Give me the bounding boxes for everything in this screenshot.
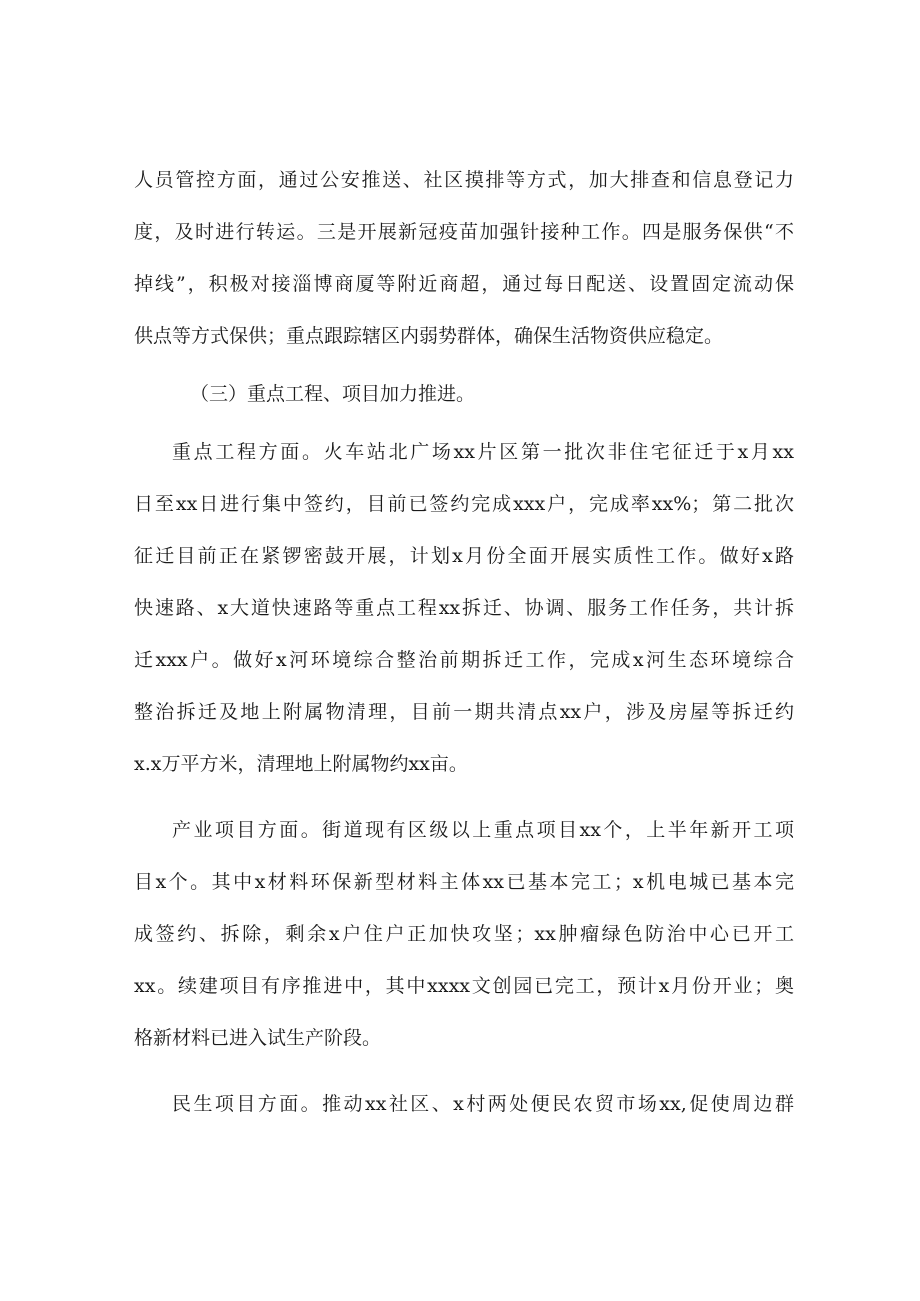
text-line: 供点等方式保供；重点跟踪辖区内弱势群体，确保生活物资供应稳定。 — [134, 325, 724, 347]
text-line: 日至xx日进行集中签约，目前已签约完成xxx户，完成率xx%；第二批次 — [134, 493, 794, 515]
text-line: x.x万平方米，清理地上附属物约xx亩。 — [134, 753, 468, 775]
text-line: 格新材料已进入试生产阶段。 — [134, 1027, 382, 1049]
section-heading: （三）重点工程、项目加力推进。 — [190, 383, 476, 405]
text-line: 快速路、x大道快速路等重点工程xx拆迁、协调、服务工作任务，共计拆 — [134, 597, 794, 619]
text-line: xx。续建项目有序推进中，其中xxxx文创园已完工，预计x月份开业；奥 — [134, 975, 794, 997]
text-line: 目x个。其中x材料环保新型材料主体xx已基本完工；x机电城已基本完 — [134, 871, 794, 893]
text-line: 成签约、拆除，剩余x户住户正加快攻坚；xx肿瘤绿色防治中心已开工 — [134, 923, 794, 945]
text-line: 迁xxx户。做好x河环境综合整治前期拆迁工作，完成x河生态环境综合 — [134, 649, 794, 671]
paragraph-first-line: 民生项目方面。推动xx社区、x村两处便民农贸市场xx,促使周边群 — [172, 1093, 794, 1115]
text-line: 征迁目前正在紧锣密鼓开展，计划x月份全面开展实质性工作。做好x路 — [134, 545, 794, 567]
text-line: 度，及时进行转运。三是开展新冠疫苗加强针接种工作。四是服务保供“不 — [134, 221, 794, 243]
text-line: 人员管控方面，通过公安推送、社区摸排等方式，加大排查和信息登记力 — [134, 169, 794, 191]
paragraph-first-line: 重点工程方面。火车站北广场xx片区第一批次非住宅征迁于x月xx — [172, 441, 794, 463]
text-line: 掉线”，积极对接淄博商厦等附近商超，通过每日配送、设置固定流动保 — [134, 273, 794, 295]
paragraph-first-line: 产业项目方面。街道现有区级以上重点项目xx个，上半年新开工项 — [172, 819, 794, 841]
text-line: 整治拆迁及地上附属物清理，目前一期共清点xx户，涉及房屋等拆迁约 — [134, 701, 794, 723]
